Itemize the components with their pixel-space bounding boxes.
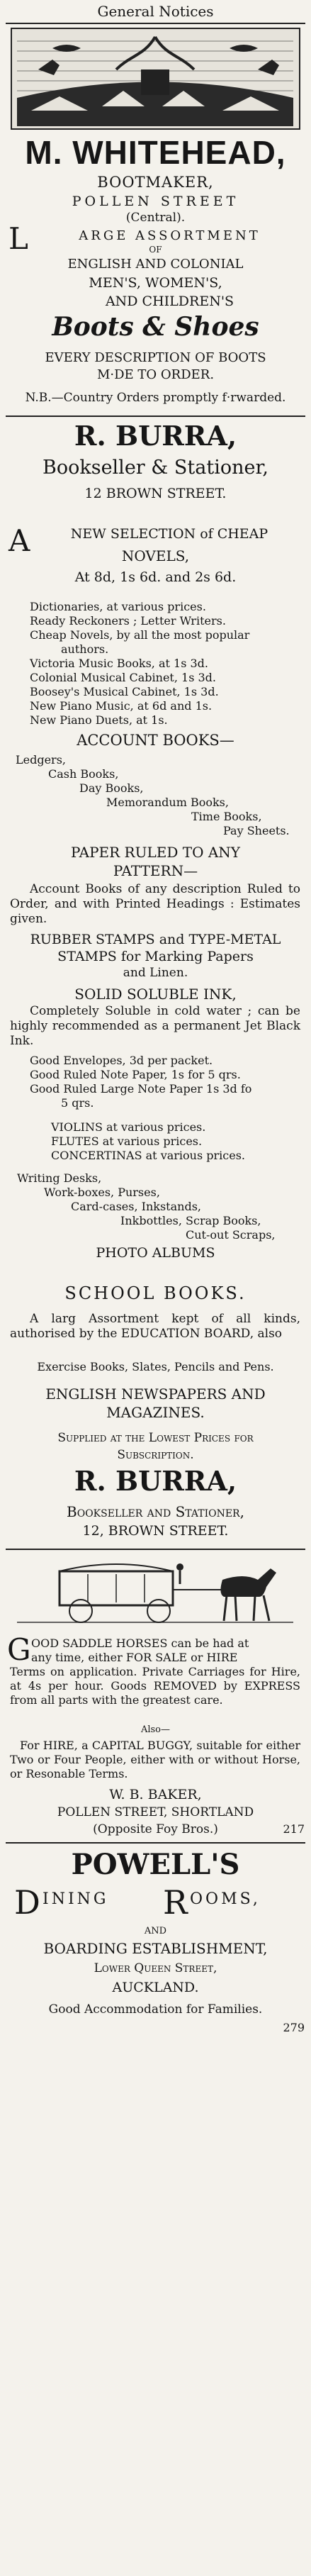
list-item: Card-cases, Inkstands, bbox=[71, 1200, 201, 1213]
powell-and: AND bbox=[144, 1926, 167, 1936]
list-item: Work-boxes, Purses, bbox=[44, 1186, 160, 1199]
list-item: Good Ruled Large Note Paper 1s 3d fo bbox=[30, 1082, 252, 1095]
divider bbox=[6, 1549, 305, 1550]
list-item: New Piano Music, at 6d and 1s. bbox=[30, 699, 213, 713]
list-item: Cheap Novels, by all the most popular bbox=[30, 628, 250, 642]
whitehead-line-assortment: ARGE ASSORTMENT bbox=[79, 228, 261, 243]
list-item: Dictionaries, at various prices. bbox=[30, 600, 206, 613]
powell-number: 279 bbox=[283, 2021, 305, 2034]
baker-opposite: (Opposite Foy Bros.) bbox=[93, 1822, 218, 1836]
burra-pattern: PATTERN— bbox=[113, 862, 198, 879]
list-item: Ledgers, bbox=[16, 753, 66, 766]
burra-soluble-ink: SOLID SOLUBLE INK, bbox=[74, 986, 237, 1003]
list-item: authors. bbox=[61, 642, 109, 656]
burra-new-selection: NEW SELECTION of CHEAP bbox=[70, 526, 268, 542]
list-item: Writing Desks, bbox=[17, 1171, 102, 1185]
carriage-engraving-image bbox=[10, 1553, 301, 1631]
baker-name: W. B. BAKER, bbox=[109, 1787, 202, 1802]
powell-street: Lower Queen Street, bbox=[94, 1961, 217, 1975]
burra-paper-text: Account Books of any description Ruled to Order, and with Printed Headings : Estimates given. bbox=[10, 882, 300, 926]
list-item: Time Books, bbox=[191, 810, 262, 823]
list-item: Good Envelopes, 3d per packet. bbox=[30, 1054, 213, 1067]
burra-address-bottom: 12, BROWN STREET. bbox=[82, 1523, 229, 1539]
whitehead-line-children: AND CHILDREN'S bbox=[105, 294, 234, 309]
list-item: Victoria Music Books, at 1s 3d. bbox=[30, 657, 209, 670]
list-item: Memorandum Books, bbox=[106, 796, 229, 809]
burra-bottom-title: Bookseller and Stationer, bbox=[67, 1503, 244, 1520]
whitehead-trade: BOOTMAKER, bbox=[97, 174, 214, 191]
whitehead-line-every: EVERY DESCRIPTION OF BOOTS bbox=[45, 350, 266, 365]
burra-rubber-stamps-2: STAMPS for Marking Papers bbox=[57, 949, 254, 964]
burra-prices: At 8d, 1s 6d. and 2s 6d. bbox=[74, 569, 237, 585]
bootmaker-engraving-image bbox=[10, 27, 301, 130]
drop-cap-d: D bbox=[14, 1883, 40, 1922]
list-item: Cut-out Scraps, bbox=[186, 1228, 276, 1242]
list-item: Ready Reckoners ; Letter Writers. bbox=[30, 614, 226, 628]
whitehead-line-english: ENGLISH AND COLONIAL bbox=[67, 257, 244, 272]
list-item: Colonial Musical Cabinet, 1s 3d. bbox=[30, 671, 217, 684]
drop-cap-g: G bbox=[7, 1632, 31, 1667]
whitehead-nb: N.B.—Country Orders promptly f·rwarded. bbox=[25, 391, 286, 405]
whitehead-line-mens: MEN'S, WOMEN'S, bbox=[89, 275, 222, 291]
burra-rubber-stamps: RUBBER STAMPS and TYPE-METAL bbox=[30, 932, 281, 947]
burra-school-books: SCHOOL BOOKS. bbox=[64, 1283, 247, 1303]
burra-school-text: A larg Assortment kept of all kinds, authorised by the EDUCATION BOARD, also bbox=[10, 1312, 300, 1341]
burra-rubber-stamps-3: and Linen. bbox=[123, 966, 188, 980]
baker-line-2: any time, either FOR SALE or HIRE bbox=[31, 1651, 238, 1664]
list-item: New Piano Duets, at 1s. bbox=[30, 713, 168, 727]
drop-cap-l: L bbox=[9, 221, 28, 256]
baker-line-1: OOD SADDLE HORSES can be had at bbox=[31, 1637, 249, 1650]
divider bbox=[6, 23, 305, 24]
burra-supplied: Supplied at the Lowest Prices for bbox=[57, 1431, 254, 1445]
burra-exercise: Exercise Books, Slates, Pencils and Pens. bbox=[37, 1360, 274, 1373]
baker-hire: For HIRE, a CAPITAL BUGGY, suitable for either Two or Four People, either with or without Horse, or Resonable Terms. bbox=[10, 1739, 300, 1780]
whitehead-district: (Central). bbox=[125, 211, 186, 225]
burra-english-newspapers: ENGLISH NEWSPAPERS AND bbox=[45, 1385, 266, 1403]
powell-name: POWELL'S bbox=[71, 1848, 240, 1881]
whitehead-line-made: M·DE TO ORDER. bbox=[96, 367, 215, 382]
list-item: Pay Sheets. bbox=[223, 824, 290, 837]
burra-account-books: ACCOUNT BOOKS— bbox=[77, 732, 234, 749]
burra-novels: NOVELS, bbox=[121, 547, 190, 564]
whitehead-street: POLLEN STREET bbox=[72, 194, 239, 209]
baker-terms: Terms on application. Private Carriages for Hire, at 4s per hour. Goods REMOVED by EXPRESS from all parts with the greatest care. bbox=[10, 1665, 300, 1707]
powell-dining: INING bbox=[43, 1890, 109, 1908]
burra-paper-ruled: PAPER RULED TO ANY bbox=[71, 844, 240, 861]
section-header: General Notices bbox=[97, 3, 214, 20]
list-item: Cash Books, bbox=[48, 767, 119, 781]
powell-rooms: OOMS, bbox=[190, 1890, 261, 1908]
whitehead-boots-shoes: Boots & Shoes bbox=[52, 312, 259, 342]
baker-number: 217 bbox=[283, 1822, 305, 1836]
burra-photo-albums: PHOTO ALBUMS bbox=[96, 1245, 215, 1261]
burra-ink-text: Completely Soluble in cold water ; can be highly recommended as a permanent Jet Black Ink. bbox=[10, 1004, 300, 1048]
list-item: Boosey's Musical Cabinet, 1s 3d. bbox=[30, 685, 219, 698]
powell-city: AUCKLAND. bbox=[112, 1980, 199, 1995]
powell-accommodation: Good Accommodation for Families. bbox=[48, 2002, 263, 2017]
burra-name-bottom: R. BURRA, bbox=[74, 1465, 237, 1497]
drop-cap-r: R bbox=[163, 1883, 188, 1922]
baker-street: POLLEN STREET, SHORTLAND bbox=[57, 1805, 254, 1819]
list-item: 5 qrs. bbox=[61, 1096, 94, 1110]
divider bbox=[6, 1842, 305, 1844]
burra-title: Bookseller & Stationer, bbox=[43, 457, 268, 479]
burra-subscription: Subscription. bbox=[117, 1448, 194, 1462]
drop-cap-a: A bbox=[9, 523, 30, 558]
list-item: Inkbottles, Scrap Books, bbox=[120, 1214, 261, 1227]
list-item: CONCERTINAS at various prices. bbox=[51, 1149, 246, 1162]
burra-name: R. BURRA, bbox=[74, 420, 237, 452]
divider bbox=[6, 416, 305, 417]
list-item: FLUTES at various prices. bbox=[51, 1134, 203, 1148]
list-item: VIOLINS at various prices. bbox=[51, 1120, 206, 1134]
whitehead-of: OF bbox=[149, 245, 162, 255]
baker-also: Also— bbox=[140, 1724, 171, 1735]
burra-magazines: MAGAZINES. bbox=[106, 1404, 205, 1421]
powell-boarding: BOARDING ESTABLISHMENT, bbox=[43, 1940, 268, 1957]
burra-address: 12 BROWN STREET. bbox=[84, 486, 227, 501]
list-item: Good Ruled Note Paper, 1s for 5 qrs. bbox=[30, 1068, 241, 1081]
list-item: Day Books, bbox=[79, 781, 144, 795]
whitehead-name: M. WHITEHEAD, bbox=[25, 134, 286, 171]
